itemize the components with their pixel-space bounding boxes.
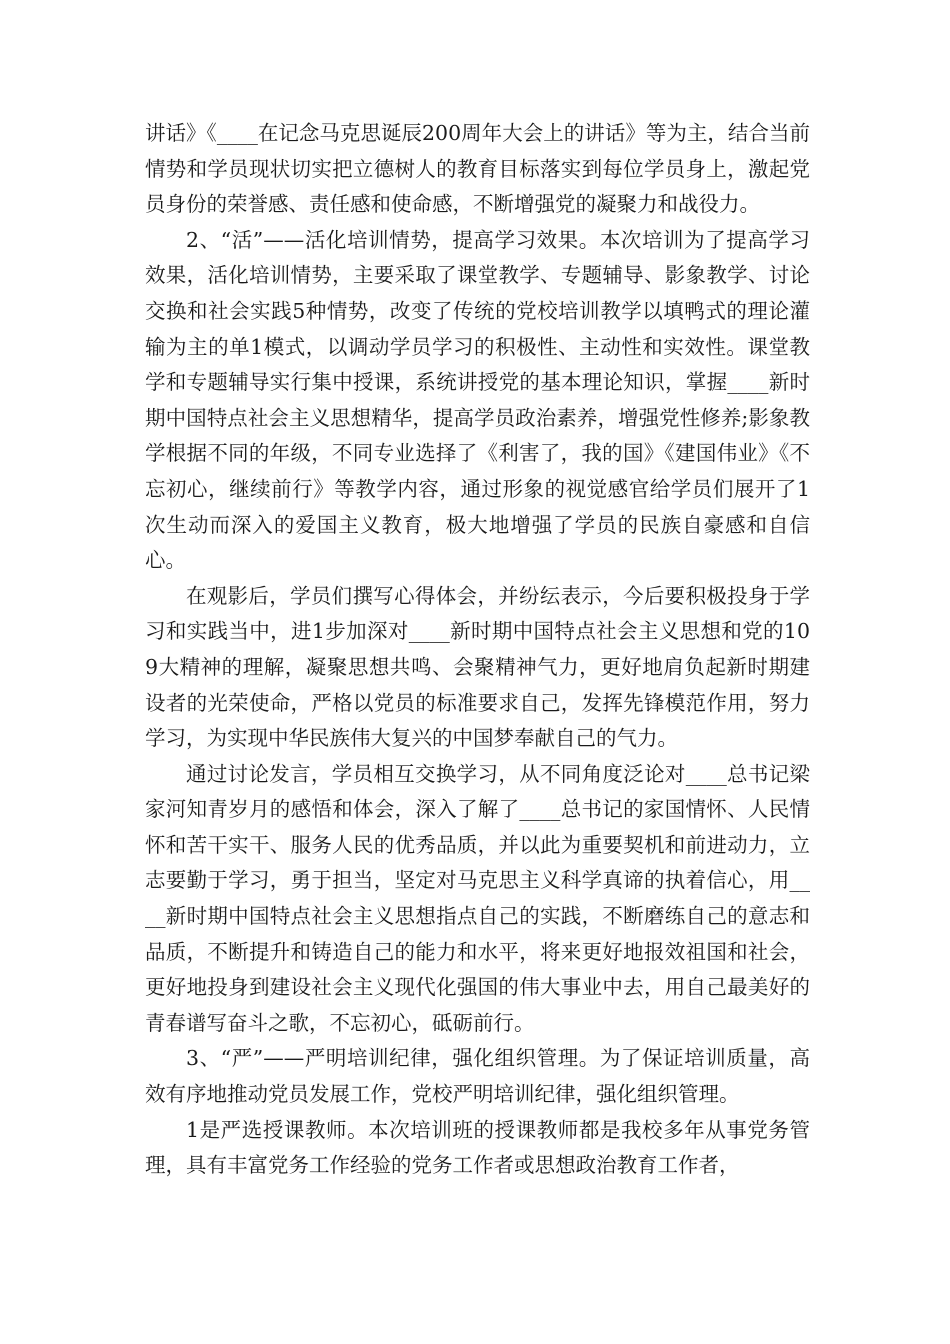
paragraph-2: 2、“活”——活化培训情势，提高学习效果。本次培训为了提高学习效果，活化培训情势，主要采取了课堂教学、专题辅导、影象教学、讨论交换和社会实践5种情势，改变了传统的党校培训教学以填鸭式的理论灌输为主的单1模式，以调动学员学习的积极性、主动性和实效性。课堂教学和专题辅导实行集中授课，系统讲授党的基本理论知识，掌握____新时期中国特点社会主义思想精华，提高学员政治素养，增强党性修养;影象教学根据不同的年级，不同专业选择了《利害了，我的国》《建国伟业》《不忘初心，继续前行》等教学内容，通过形象的视觉感官给学员们展开了1次生动而深入的爱国主义教育，极大地增强了学员的民族自豪感和自信心。 bbox=[145, 227, 810, 573]
paragraph-5: 3、“严”——严明培训纪律，强化组织管理。为了保证培训质量，高效有序地推动党员发展工作，党校严明培训纪律，强化组织管理。 bbox=[145, 1046, 810, 1107]
paragraph-3: 在观影后，学员们撰写心得体会，并纷纭表示，今后要积极投身于学习和实践当中，进1步加深对____新时期中国特点社会主义思想和党的109大精神的理解，凝聚思想共鸣、会聚精神气力，更好地肩负起新时期建设者的光荣使命，严格以党员的标准要求自己，发挥先锋模范作用，努力学习，为实现中华民族伟大复兴的中国梦奉献自己的气力。 bbox=[145, 583, 810, 751]
paragraph-4: 通过讨论发言，学员相互交换学习，从不同角度泛论对____总书记梁家河知青岁月的感悟和体会，深入了解了____总书记的家国情怀、人民情怀和苦干实干、服务人民的优秀品质，并以此为重要契机和前进动力，立志要勤于学习，勇于担当，坚定对马克思主义科学真谛的执着信心，用____新时期中国特点社会主义思想指点自己的实践，不断磨练自己的意志和品质，不断提升和铸造自己的能力和水平，将来更好地报效祖国和社会，更好地投身到建设社会主义现代化强国的伟大事业中去，用自己最美好的青春谱写奋斗之歌，不忘初心，砥砺前行。 bbox=[145, 761, 810, 1035]
document-body bbox=[145, 116, 810, 1184]
paragraph-6: 1是严选授课教师。本次培训班的授课教师都是我校多年从事党务管理，具有丰富党务工作经验的党务工作者或思想政治教育工作者， bbox=[145, 1117, 810, 1178]
paragraph-1: 讲话》《____在记念马克思诞辰200周年大会上的讲话》等为主，结合当前情势和学员现状切实把立德树人的教育目标落实到每位学员身上，激起党员身份的荣誉感、责任感和使命感，不断增强党的凝聚力和战役力。 bbox=[145, 121, 810, 217]
